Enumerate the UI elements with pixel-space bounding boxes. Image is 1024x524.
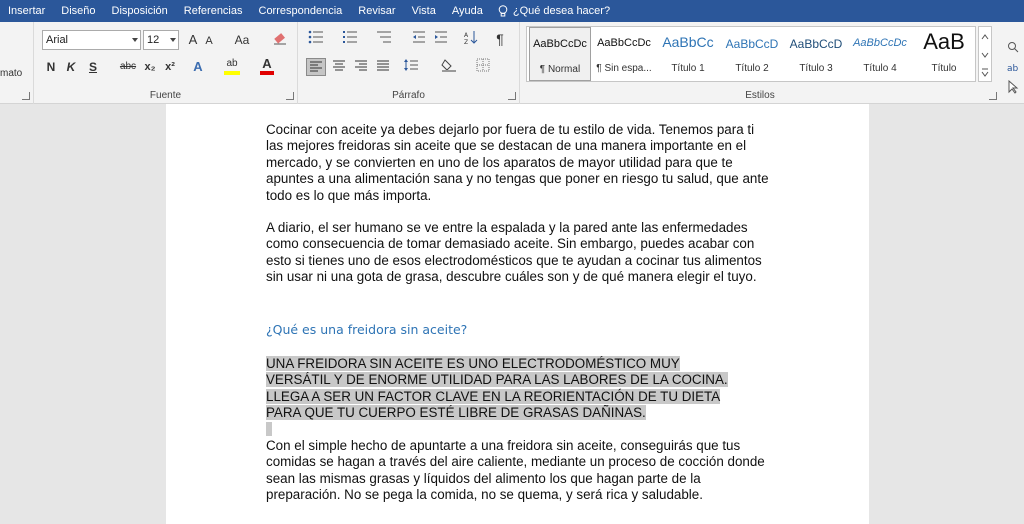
- strikethrough-button[interactable]: abc: [119, 61, 137, 72]
- selected-text-line: PARA QUE TU CUERPO ESTÉ LIBRE DE GRASAS DAÑINAS.: [266, 405, 646, 421]
- chevron-down-icon: [132, 38, 138, 42]
- tab-insertar[interactable]: Insertar: [8, 5, 46, 17]
- show-formatting-button[interactable]: ¶: [496, 31, 504, 47]
- align-center-icon[interactable]: [330, 58, 348, 76]
- font-color-button[interactable]: A: [260, 57, 274, 75]
- styles-scroll[interactable]: [978, 26, 992, 82]
- paragraph-group: [298, 22, 520, 104]
- font-size-select[interactable]: [143, 30, 179, 50]
- style-name: Título: [931, 63, 957, 74]
- style-name: Título 3: [799, 63, 833, 74]
- style-heading-1[interactable]: [657, 27, 719, 81]
- menu-bar: [0, 0, 1024, 22]
- grow-font-button[interactable]: A: [188, 32, 198, 47]
- line-spacing-icon[interactable]: [400, 58, 422, 76]
- tab-revisar[interactable]: Revisar: [358, 5, 396, 17]
- justify-icon[interactable]: [374, 58, 392, 76]
- borders-icon[interactable]: [472, 58, 494, 76]
- body-paragraph[interactable]: Con el simple hecho de apuntarte a una freidora sin aceite, conseguirás que tus comidas se hagan a través del aire caliente, mediante un proceso de cocción donde sean las mismas grasas y líquidos del alimento los que hagan parte de la preparación. No se pega la comida, no se quema, y será rica y saludable.: [266, 438, 765, 503]
- bold-button[interactable]: N: [46, 60, 56, 74]
- style-heading-3[interactable]: [785, 27, 847, 81]
- style-name: Título 4: [863, 63, 897, 74]
- shading-icon[interactable]: [438, 58, 460, 76]
- document-page[interactable]: [166, 104, 869, 524]
- font-group: [34, 22, 298, 104]
- styles-launcher-icon[interactable]: [989, 92, 997, 100]
- style-sample: AaBbCcD: [789, 37, 843, 51]
- underline-button[interactable]: S: [88, 60, 97, 74]
- clipboard-launcher-icon[interactable]: [22, 92, 30, 100]
- superscript-button[interactable]: x²: [165, 61, 175, 73]
- style-heading-2[interactable]: [721, 27, 783, 81]
- ribbon: [0, 22, 1024, 104]
- tab-disposicion[interactable]: Disposición: [111, 5, 168, 17]
- chevron-down-icon: [170, 38, 176, 42]
- style-no-spacing[interactable]: [593, 27, 655, 81]
- replace-icon[interactable]: [1006, 60, 1020, 78]
- style-normal[interactable]: [529, 27, 591, 81]
- selected-paragraph[interactable]: [266, 356, 771, 422]
- tab-correspondencia[interactable]: Correspondencia: [258, 5, 343, 17]
- tab-referencias[interactable]: Referencias: [183, 5, 243, 17]
- style-sample: AaBbCcDc: [533, 38, 587, 50]
- clipboard-group: [0, 22, 34, 104]
- style-name: Título 1: [671, 63, 705, 74]
- body-paragraph[interactable]: A diario, el ser humano se ve entre la espalada y la pared ante las enfermedades como consecuencia de tomar demasiado aceite. Sin embargo, puedes acabar con esto si tienes uno de esos electrodomésticos que te ayudan a cocinar tus alimentos sin usar ni una gota de grasa, descubre cuáles son y de qué manera elegir el tuyo.: [266, 220, 762, 285]
- selected-text-line: LLEGA A SER UN FACTOR CLAVE EN LA REORIENTACIÓN DE TU DIETA: [266, 388, 721, 404]
- italic-button[interactable]: K: [66, 60, 76, 74]
- align-left-icon[interactable]: [306, 58, 326, 76]
- paragraph-launcher-icon[interactable]: [508, 92, 516, 100]
- sort-icon[interactable]: [462, 30, 480, 48]
- style-sample: AaBbCcDc: [597, 37, 651, 49]
- change-case-button[interactable]: Aa: [234, 33, 250, 47]
- find-icon[interactable]: [1006, 40, 1020, 58]
- align-right-icon[interactable]: [352, 58, 370, 76]
- paragraph-group-label: Párrafo: [392, 90, 425, 101]
- selected-text-line: UNA FREIDORA SIN ACEITE ES UNO ELECTRODOMÉSTICO MUY: [266, 356, 680, 371]
- svg-text:Z: Z: [464, 39, 469, 44]
- select-cursor-icon[interactable]: [1006, 80, 1020, 98]
- svg-text:ab: ab: [1007, 64, 1019, 73]
- selected-text-line: VERSÁTIL Y DE ENORME UTILIDAD PARA LAS LABORES DE LA COCINA.: [266, 372, 728, 388]
- multilevel-list-icon[interactable]: [374, 30, 394, 48]
- font-name-select[interactable]: [42, 30, 141, 50]
- numbering-icon[interactable]: [340, 30, 360, 48]
- shrink-font-button[interactable]: A: [205, 35, 213, 47]
- clear-format-icon[interactable]: [270, 30, 290, 48]
- font-name-value: Arial: [46, 34, 69, 46]
- styles-gallery: [526, 26, 976, 82]
- lightbulb-icon: [497, 4, 509, 18]
- font-launcher-icon[interactable]: [286, 92, 294, 100]
- style-heading-4[interactable]: [849, 27, 911, 81]
- selection-end-mark: [266, 422, 272, 436]
- styles-group-label: Estilos: [745, 90, 775, 101]
- style-name: Título 2: [735, 63, 769, 74]
- subscript-button[interactable]: x₂: [144, 61, 156, 73]
- tell-me-search[interactable]: ¿Qué desea hacer?: [512, 5, 611, 17]
- bullets-icon[interactable]: [306, 30, 326, 48]
- style-sample: AaBbCc: [662, 34, 714, 50]
- style-sample: AaBbCcD: [725, 37, 779, 51]
- svg-text:A: A: [464, 32, 469, 39]
- clipboard-cut-label: mato: [0, 68, 23, 79]
- font-group-label: Fuente: [149, 90, 182, 101]
- document-area: [0, 104, 1024, 524]
- style-sample: AaB: [923, 29, 965, 54]
- style-name: ¶ Normal: [539, 64, 581, 75]
- tab-vista[interactable]: Vista: [411, 5, 436, 17]
- decrease-indent-icon[interactable]: [410, 30, 428, 48]
- style-sample: AaBbCcDc: [853, 37, 907, 49]
- body-paragraph[interactable]: Cocinar con aceite ya debes dejarlo por fuera de tu estilo de vida. Tenemos para ti las mejores freidoras sin aceite que se destacan de una manera importante en el mercado, y se convierten en uno de los aparatos de mayor utilidad para que te apuntes a una alimentación sana y no tengas que poner en riesgo tu salud, que ante todo es lo que más importa.: [266, 122, 769, 203]
- section-heading[interactable]: ¿Qué es una freidora sin aceite?: [266, 322, 468, 337]
- tab-diseno[interactable]: Diseño: [61, 5, 96, 17]
- highlight-button[interactable]: ab: [224, 57, 240, 75]
- increase-indent-icon[interactable]: [432, 30, 450, 48]
- text-effects-button[interactable]: A: [193, 59, 203, 74]
- tab-ayuda[interactable]: Ayuda: [451, 5, 483, 17]
- style-name: ¶ Sin espa...: [596, 63, 652, 74]
- font-size-value: 12: [147, 34, 160, 46]
- style-title[interactable]: [913, 27, 975, 81]
